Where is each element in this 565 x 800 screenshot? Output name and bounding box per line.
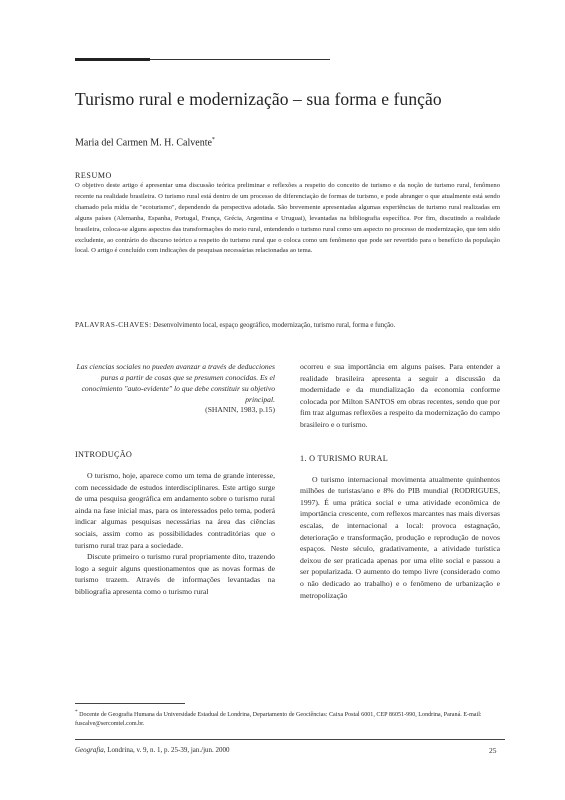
footnote-text: Docente de Geografia Humana da Universidade Estadual de Londrina, Departamento de Geociências: Caixa Postal 6001, CEP 86051-990, Londrina, Paraná. E-mail: fuscalve@sercomtel.com.br. xyxy=(75,712,482,728)
journal-name: Geografia xyxy=(75,746,104,754)
intro-paragraph-2: Discute primeiro o turismo rural propriamente dito, trazendo logo a seguir alguns questionamentos que as novas formas de turismo trazem. Através de informações levantadas na bibliografia apresenta como o turismo rural xyxy=(75,552,275,596)
footer-rule xyxy=(75,739,505,740)
epigraph-quote: Las ciencias sociales no pueden avanzar a través de deducciones puras a partir de cosas que se presumen conocidas. Es el conocimiento "auto-evidente" lo que debe constituir su objetivo principal. xyxy=(76,362,275,404)
footnote xyxy=(75,708,505,729)
abstract-text: O objetivo deste artigo é apresentar uma discussão teórica preliminar e reflexões a respeito do conceito de turismo e da noção de turismo rural, fenômeno recente na realidade brasileira. O turismo rural está dentro de um processo de diferenciação de formas de turismo, e pode abranger o que atualmente está sendo chamado pela mídia de "ecoturismo", dependendo da perspectiva adotada. São brevemente apresentadas algumas experiências de turismo rural realizadas em alguns países (Alemanha, Espanha, Portugal, França, Grécia, Argentina e Uruguai), levantadas na bibliografia específica. Por fim, discutindo a realidade brasileira, coloca-se alguns aspectos das transformações do meio rural, entendendo o turismo rural como um aspecto no processo de modernização, que tem sido excludente, ao contrário do discurso teórico a respeito do turismo rural que o coloca como um fenômeno que pode ser revertido para o benefício da população local. O artigo é concluído com indicações de pesquisas necessárias relacionadas ao tema. xyxy=(75,182,500,255)
keywords-label: PALAVRAS-CHAVES: xyxy=(75,321,152,329)
section-heading-turismo-rural: 1. O TURISMO RURAL xyxy=(300,453,389,463)
header-rule-accent xyxy=(75,58,150,61)
section-heading-introducao: INTRODUÇÃO xyxy=(75,450,133,459)
author-footnote-marker: * xyxy=(211,137,215,143)
continued-paragraph: ocorreu e sua importância em alguns países. Para entender a realidade brasileira apresenta a seguir a discussão da modernidade e da mundialização da economia conforme colocada por Milton SANTOS em obras recentes, sendo que por fim traz algumas reflexões a respeito da modernização do campo brasileiro e o turismo. xyxy=(300,362,500,429)
journal-citation xyxy=(75,746,230,754)
left-column xyxy=(75,361,275,598)
keywords-line xyxy=(75,321,505,329)
intro-paragraph-1: O turismo, hoje, aparece como um tema de grande interesse, com necessidade de estudos interdisciplinares. Este artigo surge de uma pesquisa geográfica em andamento sobre o turismo rural ainda na fase inicial mas, para os interessados pelo tema, poderá indicar algumas pesquisas necessárias na área das ciências sociais, assim como as possibilidades contraditórias que o turismo rural traz para a sociedade. xyxy=(75,471,275,550)
author-name: Maria del Carmen M. H. Calvente xyxy=(75,137,212,149)
keywords-text: Desenvolvimento local, espaço geográfico, modernização, turismo rural, forma e função. xyxy=(153,322,396,329)
author-line xyxy=(75,137,215,148)
epigraph-citation: (SHANIN, 1983, p.15) xyxy=(205,405,275,414)
page-number: 25 xyxy=(489,746,497,755)
right-column xyxy=(300,361,500,601)
journal-details: , Londrina, v. 9, n. 1, p. 25-39, jan./jun. 2000 xyxy=(103,746,230,754)
turismo-rural-paragraph-1: O turismo internacional movimenta atualmente quinhentos milhões de turistas/ano e 8% do PIB mundial (RODRIGUES, 1997). É uma prática social e uma atividade econômica de importância crescente, com reflexos marcantes nas mais diversas escalas, de internacional a local: provoca estagnação, deterioração e transformação, produção e reprodução de novos espaços. Neste século, gradativamente, a atividade turística deixou de ser praticada apenas por uma elite social e passou a ser popularizada. O aumento do tempo livre (considerado como o não dedicado ao trabalho) e o fenômeno de urbanização e metropolização xyxy=(300,474,500,600)
abstract-heading: RESUMO xyxy=(75,171,112,180)
footnote-rule xyxy=(75,703,185,704)
article-title: Turismo rural e modernização – sua forma e função xyxy=(75,89,442,109)
footnote-marker: * xyxy=(75,709,78,715)
